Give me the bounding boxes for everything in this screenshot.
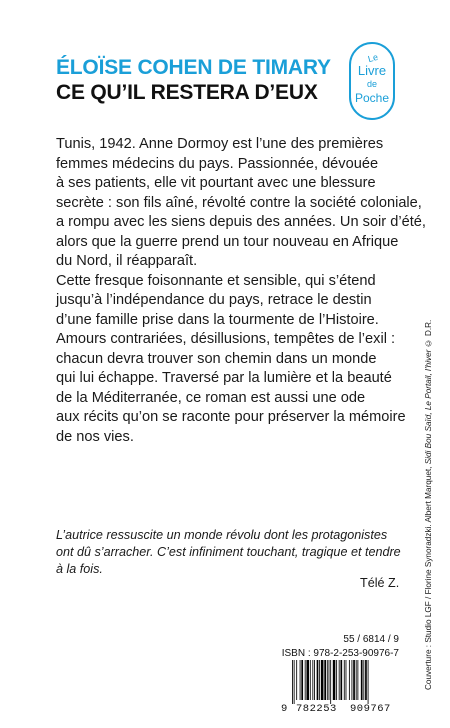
barcode-bar — [346, 660, 347, 700]
barcode-bar — [356, 660, 357, 700]
blurb-line: Tunis, 1942. Anne Dormoy est l’une des premières — [56, 136, 384, 152]
blurb-line: a rompu avec les siens depuis des années. Un soir d’été, — [56, 214, 426, 230]
barcode-bar — [319, 660, 320, 700]
barcode-bar — [314, 660, 315, 700]
barcode-bar — [353, 660, 355, 700]
review-line: à la fois. — [56, 561, 103, 576]
barcode-bar — [340, 660, 342, 700]
barcode-bar — [327, 660, 328, 700]
barcode-bar — [333, 660, 336, 700]
barcode-bar — [357, 660, 358, 700]
credits-prefix: Couverture : Studio LGF / Florine Synoradzki. Albert Marquet, — [424, 464, 433, 691]
barcode-bar — [321, 660, 324, 700]
barcode-bar — [365, 660, 367, 700]
logo-text-poche: Poche — [354, 91, 390, 105]
blurb-line: du Nord, il réapparaît. — [56, 253, 198, 269]
barcode-bar — [352, 660, 353, 700]
barcode-bar — [339, 660, 340, 700]
review-line: ont dû s’arracher. C’est infiniment touchant, tragique et tendre — [56, 544, 401, 559]
barcode-left-group: 782253 — [296, 703, 337, 715]
blurb-line: alors que la guerre prend un tour nouveau en Afrique — [56, 233, 399, 250]
barcode-bar — [330, 660, 331, 704]
blurb-line: Cette fresque foisonnante et sensible, qui s’étend — [56, 272, 376, 289]
logo-text-livre: Livre — [357, 63, 387, 78]
credits-artwork-title: Sidi Bou Saïd, Le Portail, l’hiver — [424, 349, 433, 465]
livre-de-poche-logo — [349, 42, 395, 120]
barcode-bar — [336, 660, 337, 700]
blurb-line: de la Méditerranée, ce roman est aussi une ode — [56, 389, 366, 406]
barcode-bar — [305, 660, 306, 700]
blurb-line: chacun devra trouver son chemin dans un monde — [56, 350, 377, 367]
barcode-bar — [363, 660, 364, 700]
barcode-bar — [300, 660, 301, 700]
blurb-line: de nos vies. — [56, 428, 134, 445]
book-title: CE QU’IL RESTERA D’EUX — [56, 81, 318, 104]
barcode-bar — [294, 660, 295, 704]
barcode-bar — [310, 660, 311, 700]
blurb-line: femmes médecins du pays. Passionnée, dévouée — [56, 155, 379, 172]
barcode-bar — [296, 660, 297, 700]
barcode-bar — [292, 660, 293, 704]
blurb-line: secrète : son fils aîné, révolté contre la société coloniale, — [56, 194, 422, 211]
barcode-bar — [306, 660, 309, 700]
barcode-bar — [344, 660, 345, 700]
credits-suffix: © D.R. — [424, 320, 433, 350]
logo-text-le: Le — [366, 51, 380, 65]
barcode-right-group: 909767 — [350, 703, 391, 715]
logo-text-de: de — [366, 79, 378, 89]
ean-barcode — [290, 660, 400, 704]
review-source: Télé Z. — [360, 576, 400, 590]
catalog-number: 55 / 6814 / 9 — [343, 634, 399, 645]
barcode-bar — [317, 660, 319, 700]
blurb-line: qui lui échappe. Traversé par la lumière et la beauté — [56, 370, 392, 386]
barcode-bar — [329, 660, 330, 700]
cover-credits — [424, 320, 433, 715]
blurb-line: d’une famille prise dans la tourmente de l’Histoire. — [56, 311, 379, 328]
barcode-bar — [349, 660, 350, 700]
barcode-bar — [368, 660, 369, 704]
barcode-bar — [312, 660, 313, 700]
blurb-line: à ses patients, elle vit pourtant avec une blessure — [56, 175, 376, 191]
barcode-bar — [301, 660, 303, 700]
blurb-line: aux récits qu’on se raconte pour préserver la mémoire — [56, 409, 406, 425]
blurb-line: jusqu’à l’indépendance du pays, retrace le destin — [56, 292, 372, 308]
author-name: ÉLOÏSE COHEN DE TIMARY — [56, 56, 331, 79]
barcode-bar — [361, 660, 363, 700]
barcode-bar — [324, 660, 326, 700]
barcode-first-digit: 9 — [281, 703, 288, 715]
blurb-line: Amours contrariées, désillusions, tempêtes de l’exil : — [56, 331, 396, 347]
back-cover-blurb — [56, 135, 426, 447]
review-line: L’autrice ressuscite un monde révolu dont les protagonistes — [56, 528, 388, 542]
press-review-quote — [56, 527, 406, 577]
isbn-text: ISBN : 978-2-253-90976-7 — [281, 648, 399, 659]
